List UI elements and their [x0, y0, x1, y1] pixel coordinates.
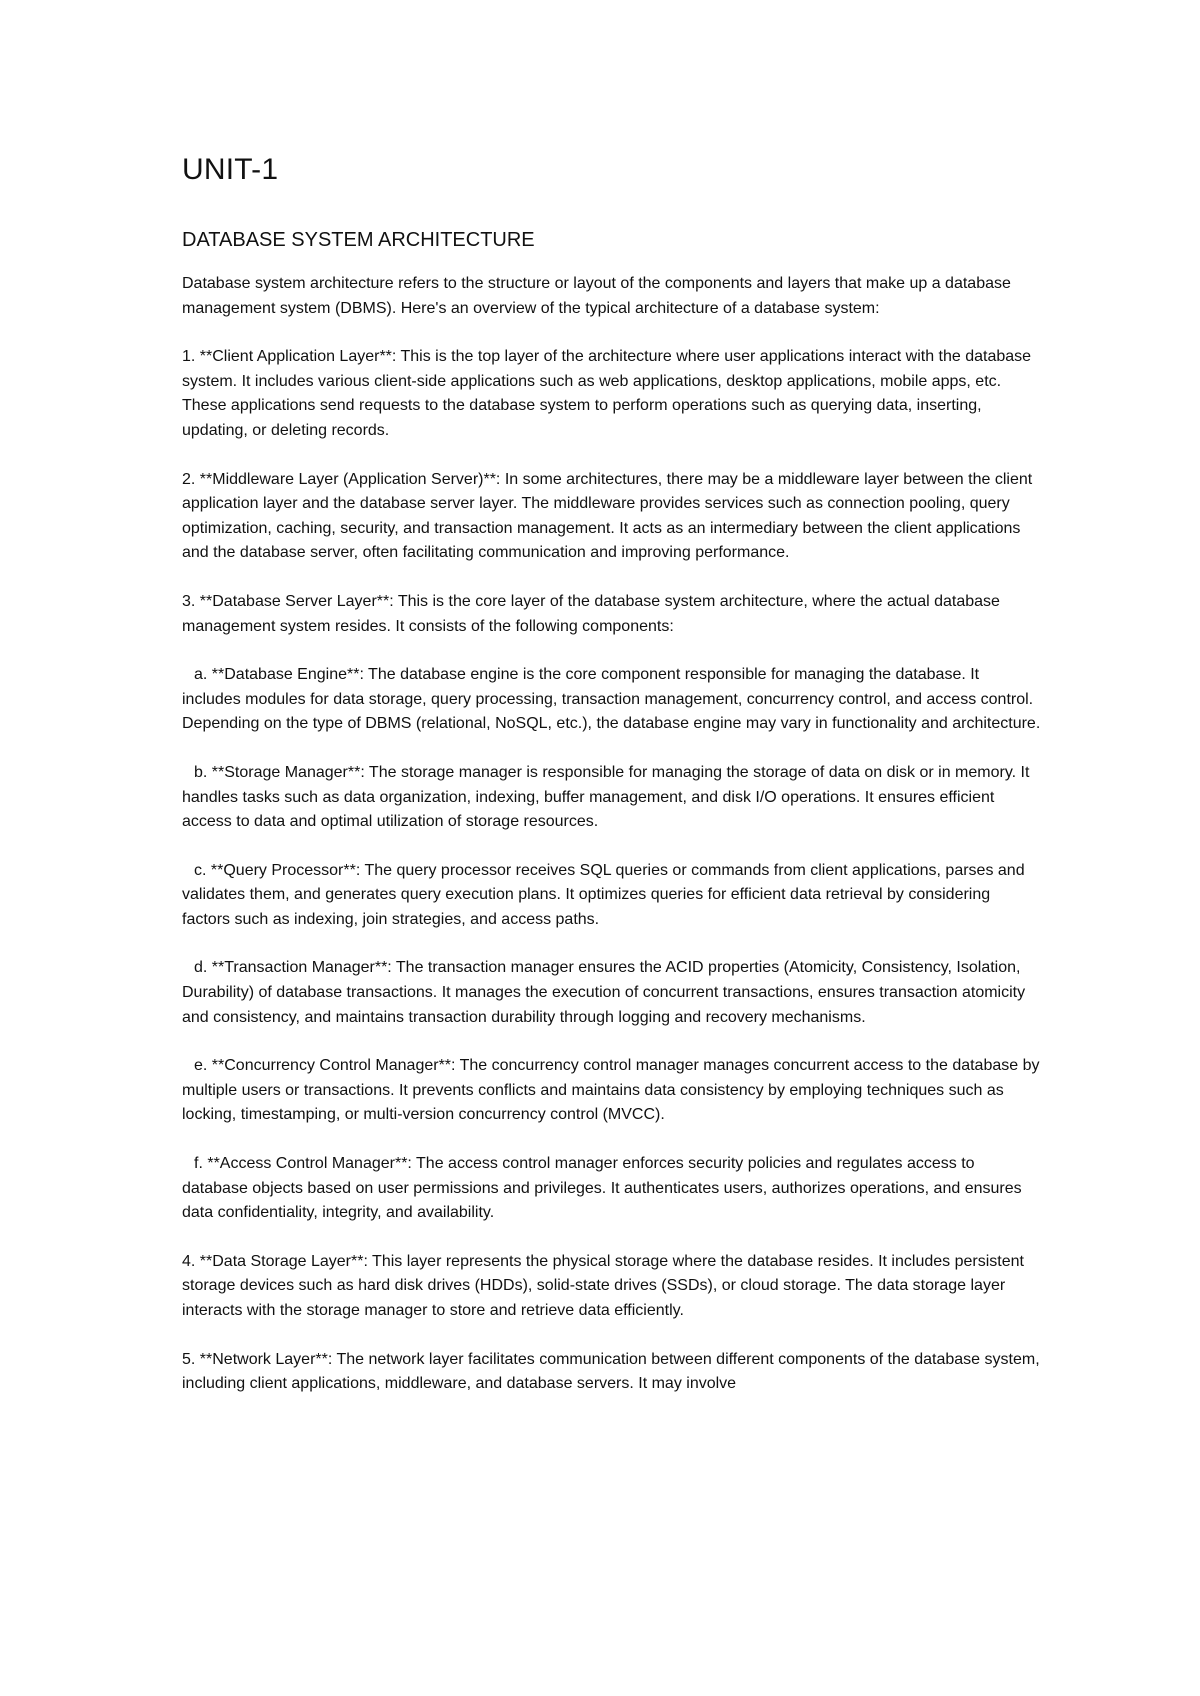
- paragraph-concurrency-control-manager: e. **Concurrency Control Manager**: The concurrency control manager manages concurrent access to the database by multiple users or transactions. It prevents conflicts and maintains data consistency by employing techniques such as locking, timestamping, or multi-version concurrency control (MVCC).: [182, 1057, 1040, 1124]
- paragraph-data-storage-layer: 4. **Data Storage Layer**: This layer represents the physical storage where the database resides. It includes persistent storage devices such as hard disk drives (HDDs), solid-state drives (SSDs), or cloud storage. The data storage layer interacts with the storage manager to store and retrieve data efficiently.: [182, 1252, 1024, 1319]
- document-content: [182, 150, 1042, 1397]
- paragraph-client-application-layer: 1. **Client Application Layer**: This is the top layer of the architecture where user applications interact with the database system. It includes various client-side applications such as web applications, desktop applications, mobile apps, etc. These applications send requests to the database system to perform operations such as querying data, inserting, updating, or deleting records.: [182, 348, 1032, 439]
- paragraph-transaction-manager: d. **Transaction Manager**: The transaction manager ensures the ACID properties (Atomicity, Consistency, Isolation, Durability) of database transactions. It manages the execution of concurrent transactions, ensures transaction atomicity and consistency, and maintains transaction durability through logging and recovery mechanisms.: [182, 959, 1026, 1026]
- paragraph-middleware-layer: 2. **Middleware Layer (Application Server)**: In some architectures, there may be a middleware layer between the client application layer and the database server layer. The middleware provides services such as connection pooling, query optimization, caching, security, and transaction management. It acts as an intermediary between the client applications and the database server, often facilitating communication and improving performance.: [182, 470, 1033, 562]
- paragraph-database-server-layer: 3. **Database Server Layer**: This is the core layer of the database system architecture, where the actual database management system resides. It consists of the following components:: [182, 592, 1000, 635]
- paragraph-network-layer: 5. **Network Layer**: The network layer facilitates communication between different components of the database system, including client applications, middleware, and database servers. It may involve: [182, 1350, 1040, 1393]
- section-title: DATABASE SYSTEM ARCHITECTURE: [182, 229, 535, 251]
- unit-title: UNIT-1: [182, 153, 279, 186]
- paragraph-database-engine: a. **Database Engine**: The database engine is the core component responsible for managing the database. It includes modules for data storage, query processing, transaction management, concurrency control, and access control. Depending on the type of DBMS (relational, NoSQL, etc.), the database engine may vary in functionality and architecture.: [182, 666, 1041, 733]
- paragraph-storage-manager: b. **Storage Manager**: The storage manager is responsible for managing the storage of data on disk or in memory. It handles tasks such as data organization, indexing, buffer management, and disk I/O operations. It ensures efficient access to data and optimal utilization of storage resources.: [182, 763, 1030, 831]
- paragraph-access-control-manager: f. **Access Control Manager**: The access control manager enforces security policies and regulates access to database objects based on user permissions and privileges. It authenticates users, authorizes operations, and ensures data confidentiality, integrity, and availability.: [182, 1155, 1022, 1222]
- paragraph-query-processor: c. **Query Processor**: The query processor receives SQL queries or commands from client applications, parses and validates them, and generates query execution plans. It optimizes queries for efficient data retrieval by considering factors such as indexing, join strategies, and access paths.: [182, 861, 1025, 928]
- paragraph-intro: Database system architecture refers to the structure or layout of the components and layers that make up a database management system (DBMS). Here's an overview of the typical architecture of a database system:: [182, 275, 1011, 317]
